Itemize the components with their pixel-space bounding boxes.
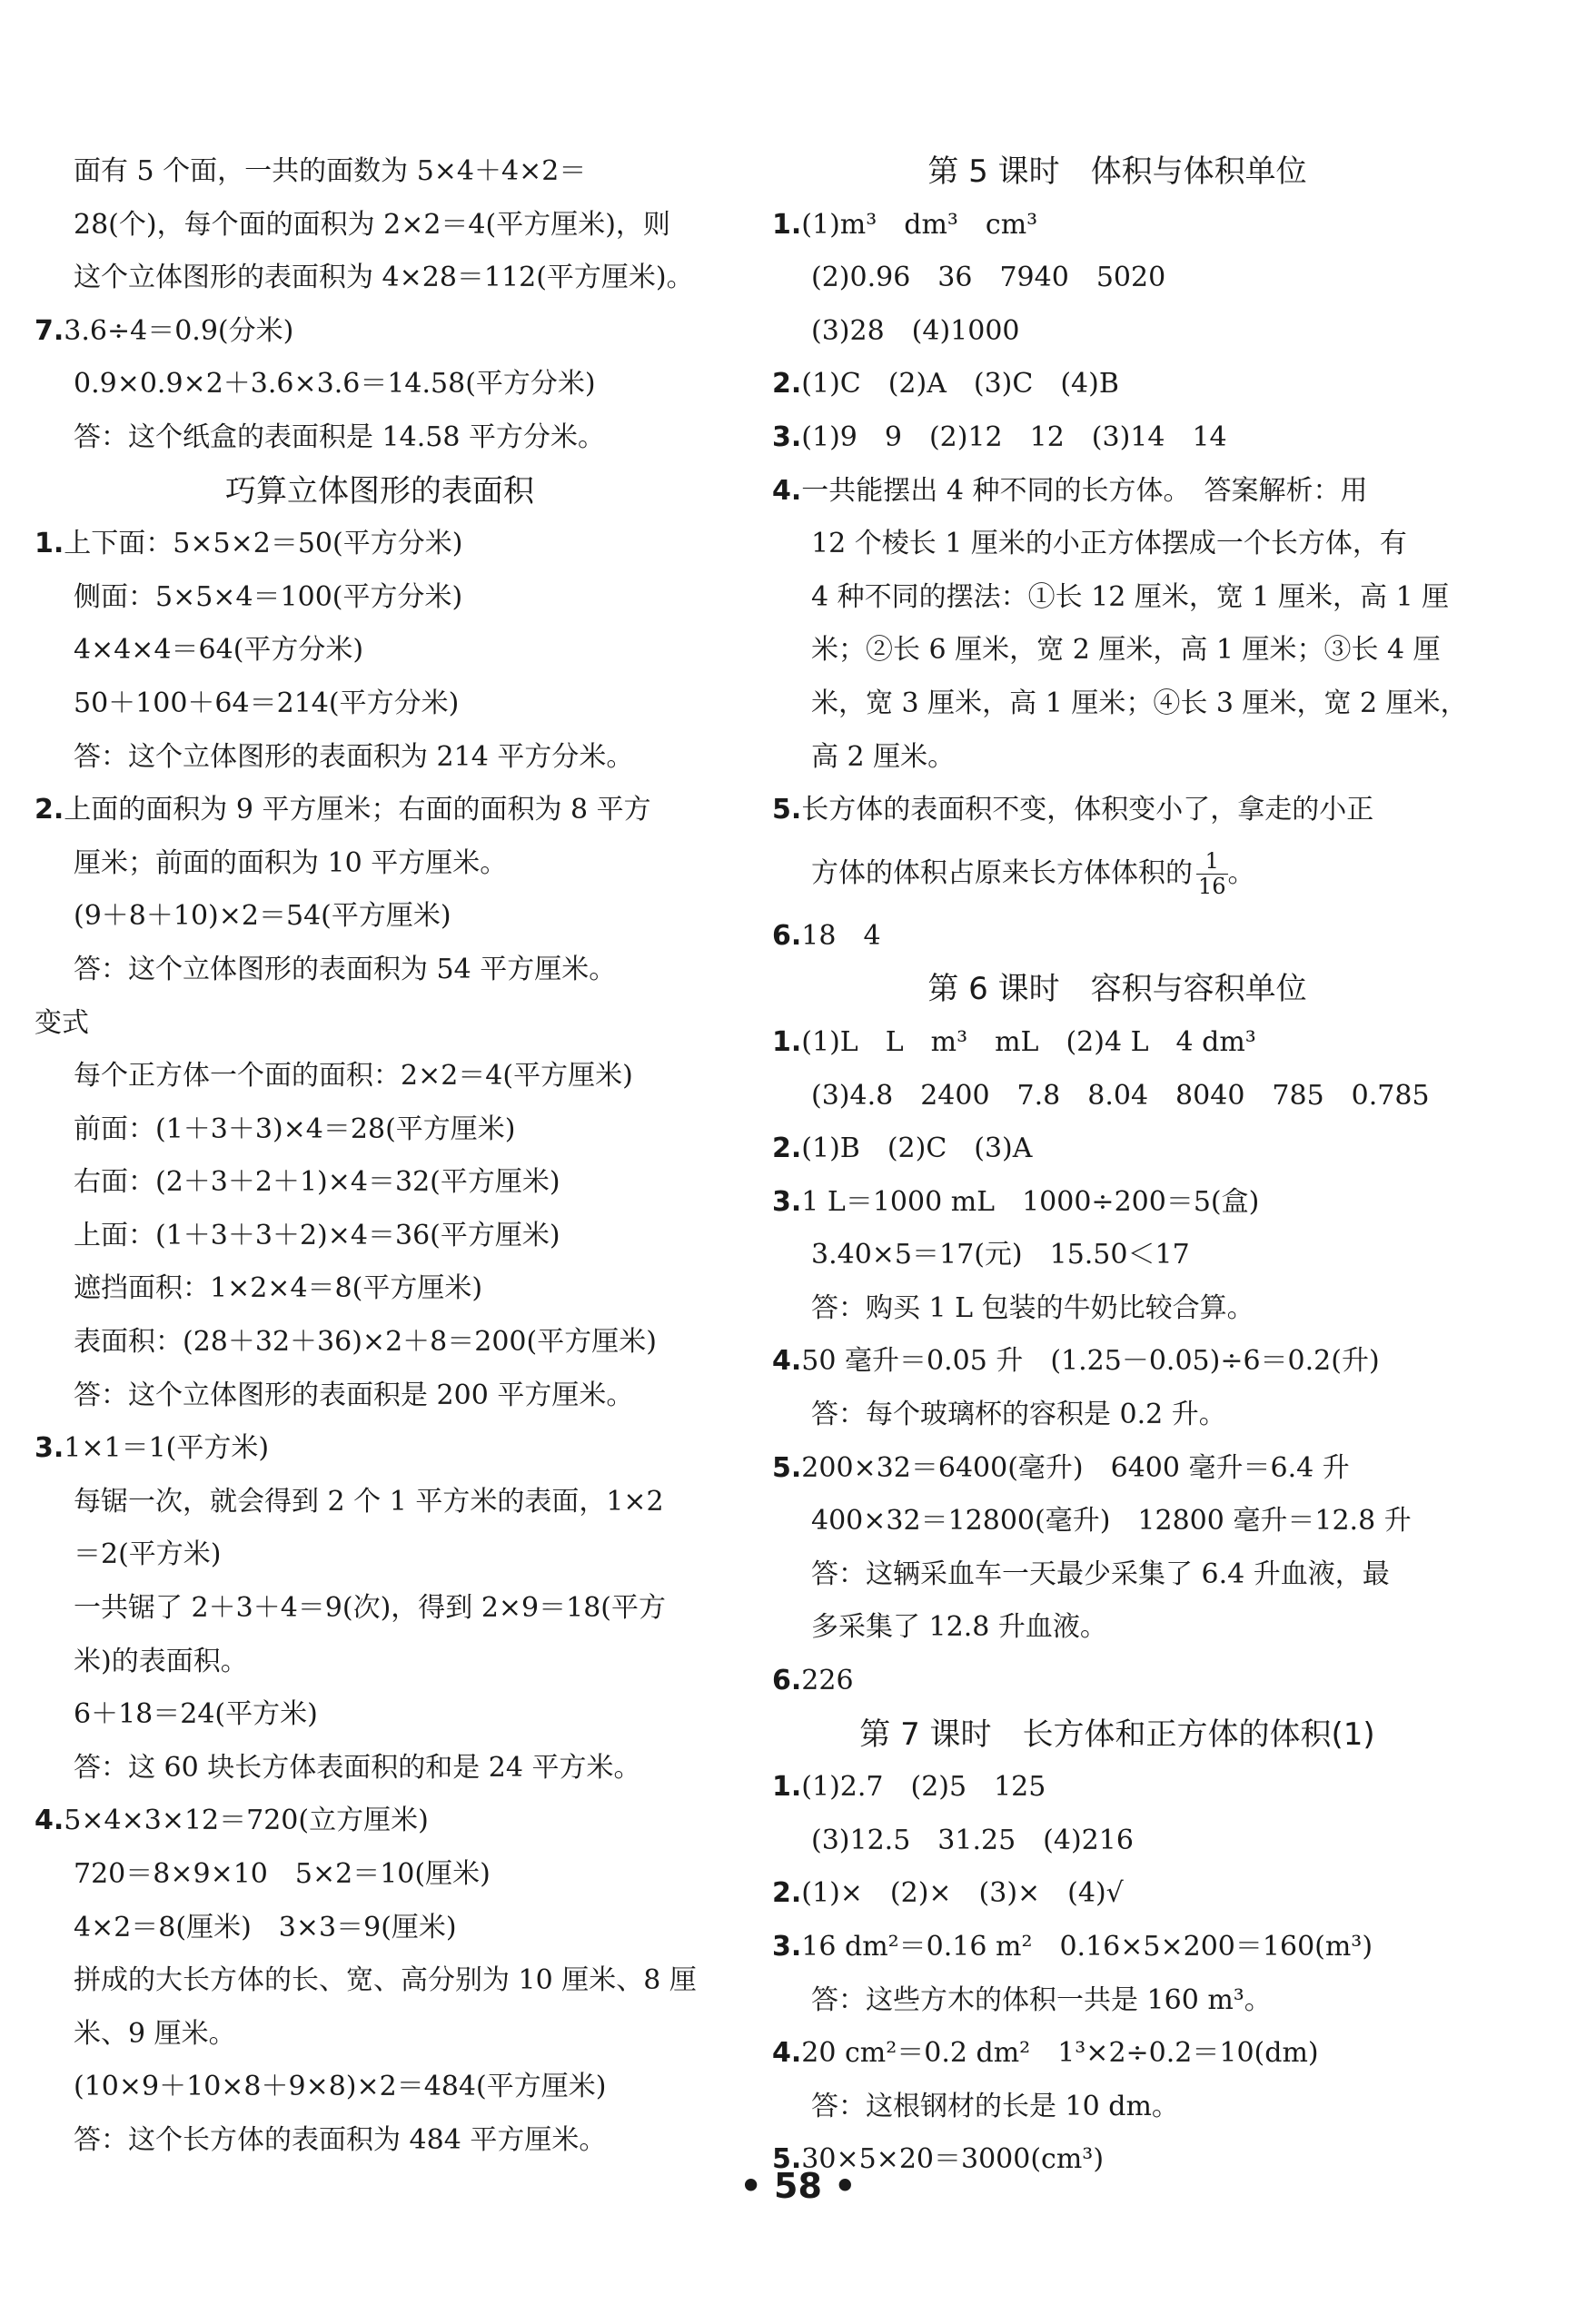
question-number: 1. [772, 1025, 802, 1058]
text-line: 答：这根钢材的长是 10 dm。 [811, 2090, 1179, 2122]
question-number: 3. [35, 1432, 64, 1465]
text-line: 。 [1227, 856, 1255, 889]
text-line: (1)L L m³ mL (2)4 L 4 dm³ [801, 1025, 1256, 1058]
text-line: 4 种不同的摆法：①长 12 厘米，宽 1 厘米，高 1 厘 [811, 580, 1450, 613]
text-line: 答：这个立体图形的表面积是 200 平方厘米。 [74, 1379, 634, 1411]
answer-analysis-label: 答案解析： [1204, 474, 1341, 507]
question-6 [772, 1655, 1462, 1708]
question-3 [35, 1422, 725, 1476]
question-number: 2. [35, 794, 64, 826]
right-column [772, 145, 1468, 2187]
text-line: 1×1＝1(平方米) [64, 1432, 270, 1465]
question-number: 6. [772, 1665, 802, 1697]
question-number: 4. [772, 1345, 802, 1378]
question-number: 2. [772, 1132, 802, 1165]
text-line: 每锯一次，就会得到 2 个 1 平方米的表面，1×2 [74, 1485, 664, 1518]
text-line: (1)2.7 (2)5 125 [801, 1771, 1046, 1804]
text-line: 上面：(1＋3＋3＋2)×4＝36(平方厘米) [74, 1219, 560, 1251]
question-3 [772, 1176, 1462, 1230]
text-line: ＝2(平方米) [74, 1538, 222, 1571]
fraction-denominator: 16 [1198, 874, 1226, 900]
text-line: 米、9 厘米。 [74, 2017, 236, 2050]
question-number: 5. [772, 1451, 802, 1484]
text-line: 多采集了 12.8 升血液。 [811, 1611, 1107, 1644]
text-line: 一共锯了 2＋3＋4＝9(次)，得到 2×9＝18(平方 [74, 1592, 667, 1625]
text-line: 上下面：5×5×2＝50(平方分米) [64, 528, 463, 560]
text-line: 高 2 厘米。 [811, 740, 956, 773]
text-line: 答：这辆采血车一天最少采集了 6.4 升血液，最 [811, 1558, 1390, 1590]
question-1 [772, 1016, 1462, 1070]
text-line: 这个立体图形的表面积为 4×28＝112(平方厘米)。 [74, 262, 694, 294]
text-line: 4×4×4＝64(平方分米) [74, 634, 364, 667]
text-line: 一共能摆出 4 种不同的长方体。 [801, 474, 1204, 507]
page-number: • 58 • [739, 2166, 857, 2206]
question-number: 3. [772, 420, 802, 453]
text-line: 0.9×0.9×2＋3.6×3.6＝14.58(平方分米) [74, 368, 596, 401]
text-line: 200×32＝6400(毫升) 6400 毫升＝6.4 升 [801, 1451, 1350, 1484]
variant-title: 变式 [35, 1006, 89, 1039]
text-line: 厘米；前面的面积为 10 平方厘米。 [74, 846, 508, 879]
text-line: 答：这 60 块长方体表面积的和是 24 平方米。 [74, 1751, 641, 1784]
fraction [1196, 849, 1228, 899]
text-line: 答：这个纸盒的表面积是 14.58 平方分米。 [74, 420, 605, 453]
question-1 [35, 518, 725, 571]
text-line: 拼成的大长方体的长、宽、高分别为 10 厘米、8 厘 [74, 1964, 697, 1997]
question-number: 1. [772, 208, 802, 241]
text-line: 遮挡面积：1×2×4＝8(平方厘米) [74, 1272, 483, 1305]
question-number: 5. [772, 794, 802, 826]
question-number: 7. [35, 314, 64, 347]
text-line: 28(个)，每个面的面积为 2×2＝4(平方厘米)，则 [74, 208, 670, 241]
question-3 [772, 1921, 1462, 1974]
text-line: 每个正方体一个面的面积：2×2＝4(平方厘米) [74, 1060, 633, 1093]
text-line: 上面的面积为 9 平方厘米；右面的面积为 8 平方 [64, 794, 651, 826]
text-line: 长方体的表面积不变，体积变小了，拿走的小正 [801, 794, 1374, 826]
question-4 [772, 1335, 1462, 1389]
question-5 [772, 1442, 1462, 1496]
text-line: 12 个棱长 1 厘米的小正方体摆成一个长方体，有 [811, 528, 1407, 560]
question-number: 1. [772, 1771, 802, 1804]
text-line: 答：这个长方体的表面积为 484 平方厘米。 [74, 2123, 607, 2156]
lesson-7-heading: 第 7 课时 长方体和正方体的体积(1) [859, 1716, 1375, 1753]
text-line: 面有 5 个面，一共的面数为 5×4＋4×2＝ [74, 155, 587, 187]
question-number: 6. [772, 919, 802, 952]
text-line: (1)C (2)A (3)C (4)B [801, 368, 1119, 401]
question-4 [772, 465, 1462, 519]
text-line: 方体的体积占原来长方体体积的 [811, 856, 1193, 889]
lesson-5-heading: 第 5 课时 体积与体积单位 [927, 153, 1307, 190]
text-line: (1)× (2)× (3)× (4)√ [801, 1877, 1124, 1910]
text-line: 20 cm²＝0.2 dm² 1³×2÷0.2＝10(dm) [801, 2037, 1319, 2070]
question-3 [772, 411, 1462, 465]
text-line: 226 [801, 1665, 854, 1697]
question-number: 2. [772, 368, 802, 401]
text-line: 4×2＝8(厘米) 3×3＝9(厘米) [74, 1911, 457, 1943]
text-line: (3)28 (4)1000 [811, 314, 1020, 347]
text-line: 3.6÷4＝0.9(分米) [64, 314, 294, 347]
text-line: 侧面：5×5×4＝100(平方分米) [74, 580, 463, 613]
text-line: 30×5×20＝3000(cm³) [801, 2143, 1105, 2176]
text-line: 720＝8×9×10 5×2＝10(厘米) [74, 1858, 491, 1890]
text-line: (3)12.5 31.25 (4)216 [811, 1824, 1134, 1856]
text-line: 50 毫升＝0.05 升 (1.25－0.05)÷6＝0.2(升) [801, 1345, 1380, 1378]
text-line: (1)9 9 (2)12 12 (3)14 14 [801, 420, 1227, 453]
text-line: (3)4.8 2400 7.8 8.04 8040 785 0.785 [811, 1079, 1430, 1112]
left-column [35, 145, 725, 2168]
question-1 [772, 199, 1462, 252]
text-line: 400×32＝12800(毫升) 12800 毫升＝12.8 升 [811, 1505, 1412, 1538]
question-4 [772, 2027, 1462, 2081]
text-line: (1)B (2)C (3)A [801, 1132, 1033, 1165]
text-line: 50＋100＋64＝214(平方分米) [74, 687, 460, 719]
text-line: 用 [1340, 474, 1368, 507]
text-line: 米，宽 3 厘米，高 1 厘米；④长 3 厘米，宽 2 厘米， [811, 687, 1468, 719]
question-number: 4. [772, 2037, 802, 2070]
text-line: 6＋18＝24(平方米) [74, 1698, 318, 1731]
question-2 [772, 358, 1462, 411]
text-line: 表面积：(28＋32＋36)×2＋8＝200(平方厘米) [74, 1326, 657, 1359]
text-line: 答：购买 1 L 包装的牛奶比较合算。 [811, 1291, 1254, 1324]
question-5 [772, 784, 1462, 837]
question-2 [35, 784, 725, 837]
question-4 [35, 1795, 725, 1848]
text-line: 5×4×3×12＝720(立方厘米) [64, 1805, 429, 1837]
text-line: 16 dm²＝0.16 m² 0.16×5×200＝160(m³) [801, 1931, 1373, 1963]
question-7 [35, 305, 725, 359]
lesson-6-heading: 第 6 课时 容积与容积单位 [927, 971, 1307, 1008]
question-number: 3. [772, 1931, 802, 1963]
question-6 [772, 910, 1462, 964]
question-number: 4. [35, 1805, 64, 1837]
question-number: 4. [772, 474, 802, 507]
text-line: (2)0.96 36 7940 5020 [811, 262, 1166, 294]
question-2 [772, 1867, 1462, 1921]
question-number: 2. [772, 1877, 802, 1910]
text-line: 前面：(1＋3＋3)×4＝28(平方厘米) [74, 1113, 516, 1145]
question-number: 1. [35, 528, 64, 560]
text-line: 米)的表面积。 [74, 1645, 248, 1677]
text-line: 答：这些方木的体积一共是 160 m³。 [811, 1983, 1272, 2016]
text-line: 答：每个玻璃杯的容积是 0.2 升。 [811, 1399, 1226, 1431]
text-line: 18 4 [801, 919, 881, 952]
section-heading: 巧算立体图形的表面积 [225, 472, 534, 509]
text-line: 右面：(2＋3＋2＋1)×4＝32(平方厘米) [74, 1166, 560, 1199]
text-line: 答：这个立体图形的表面积为 54 平方厘米。 [74, 953, 617, 985]
question-number: 3. [772, 1185, 802, 1218]
fraction-numerator: 1 [1196, 849, 1228, 875]
text-line: 1 L＝1000 mL 1000÷200＝5(盒) [801, 1185, 1260, 1218]
question-2 [772, 1122, 1462, 1176]
fraction-line [772, 837, 1462, 910]
question-1 [772, 1761, 1462, 1815]
question-number: 5. [772, 2143, 802, 2176]
text-line: (1)m³ dm³ cm³ [801, 208, 1038, 241]
text-line: 米；②长 6 厘米，宽 2 厘米，高 1 厘米；③长 4 厘 [811, 634, 1441, 667]
text-line: (10×9＋10×8＋9×8)×2＝484(平方厘米) [74, 2071, 607, 2103]
text-line: 答：这个立体图形的表面积为 214 平方分米。 [74, 740, 634, 773]
text-line: (9＋8＋10)×2＝54(平方厘米) [74, 900, 451, 933]
text-line: 3.40×5＝17(元) 15.50＜17 [811, 1239, 1190, 1271]
